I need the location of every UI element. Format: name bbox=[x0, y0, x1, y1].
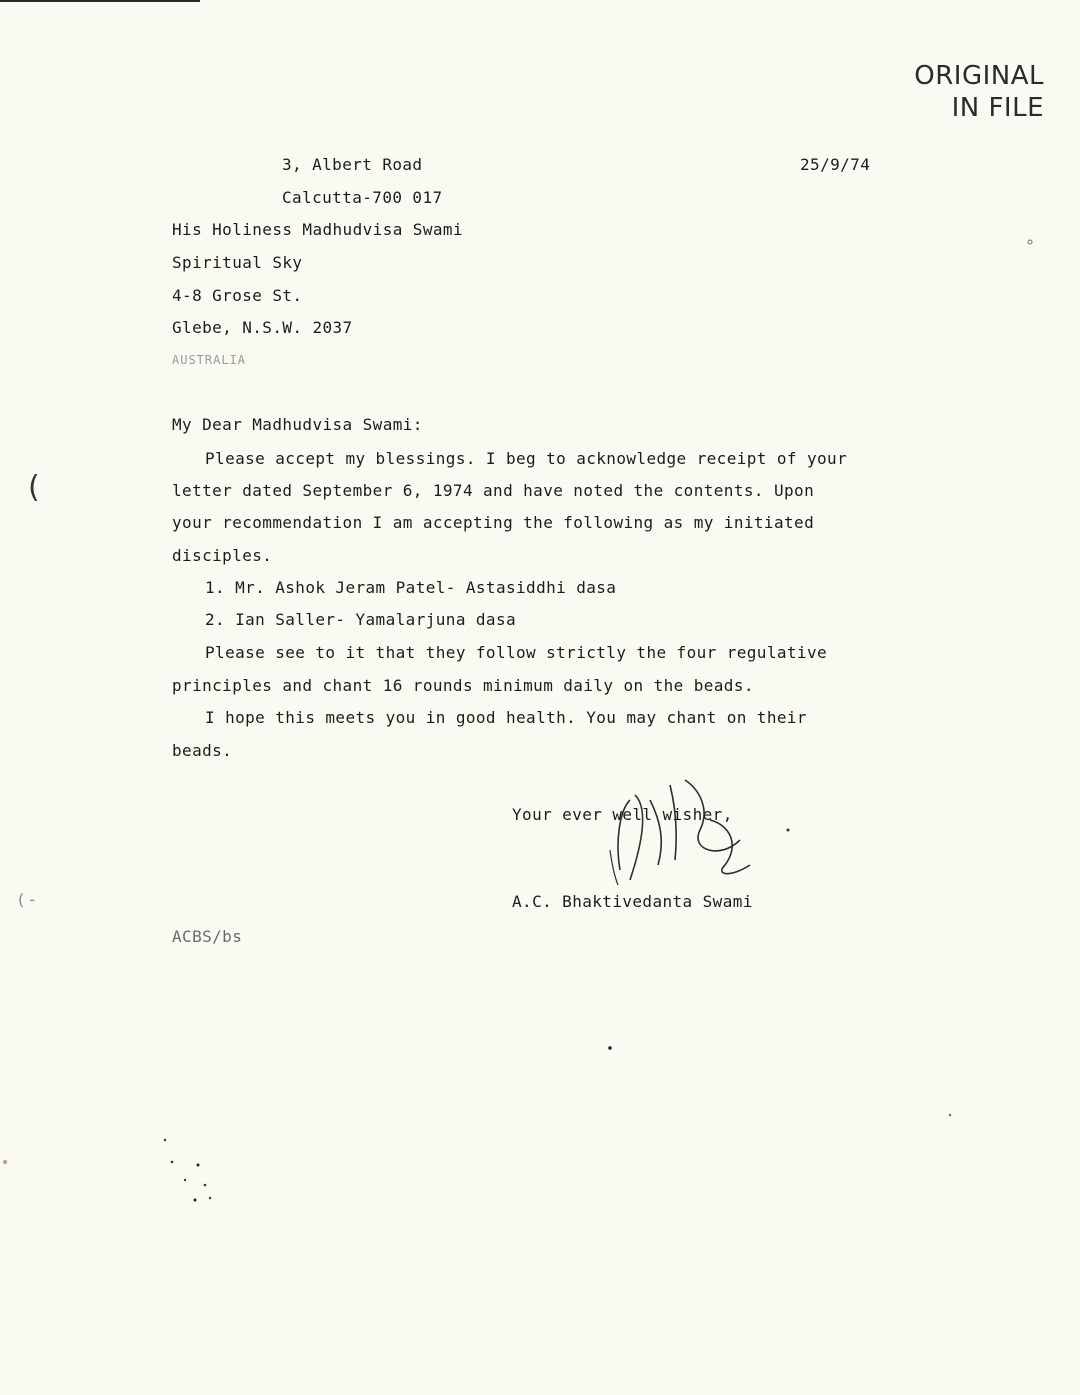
body-line: letter dated September 6, 1974 and have noted the contents. Upon bbox=[172, 481, 815, 500]
reference-initials: ACBS/bs bbox=[172, 927, 243, 946]
sender-address-line-1: 3, Albert Road bbox=[282, 155, 423, 174]
disciple-list-item: 2. Ian Saller- Yamalarjuna dasa bbox=[205, 610, 517, 629]
closing: Your ever well wisher, bbox=[512, 805, 733, 824]
recipient-country: AUSTRALIA bbox=[172, 353, 247, 367]
recipient-street: 4-8 Grose St. bbox=[172, 286, 303, 305]
body-line: Please see to it that they follow strictly the four regulative bbox=[205, 643, 828, 662]
recipient-city: Glebe, N.S.W. 2037 bbox=[172, 318, 353, 337]
body-line: disciples. bbox=[172, 546, 273, 565]
recipient-name: His Holiness Madhudvisa Swami bbox=[172, 220, 463, 239]
signatory-name: A.C. Bhaktivedanta Swami bbox=[512, 892, 753, 911]
letter-date: 25/9/74 bbox=[800, 155, 871, 174]
body-line: principles and chant 16 rounds minimum daily on the beads. bbox=[172, 676, 754, 695]
sender-address-line-2: Calcutta-700 017 bbox=[282, 188, 443, 207]
salutation: My Dear Madhudvisa Swami: bbox=[172, 415, 423, 434]
recipient-org: Spiritual Sky bbox=[172, 253, 303, 272]
body-line: Please accept my blessings. I beg to acknowledge receipt of your bbox=[205, 449, 848, 468]
body-line: beads. bbox=[172, 741, 233, 760]
stamp-line-2: IN FILE bbox=[951, 93, 1044, 123]
body-line: your recommendation I am accepting the following as my initiated bbox=[172, 513, 815, 532]
margin-paren: ( bbox=[28, 470, 40, 505]
margin-small-mark: ( - bbox=[18, 890, 36, 909]
stamp-line-1: ORIGINAL bbox=[914, 61, 1044, 91]
disciple-list-item: 1. Mr. Ashok Jeram Patel- Astasiddhi dasa bbox=[205, 578, 617, 597]
body-line: I hope this meets you in good health. You may chant on their bbox=[205, 708, 807, 727]
